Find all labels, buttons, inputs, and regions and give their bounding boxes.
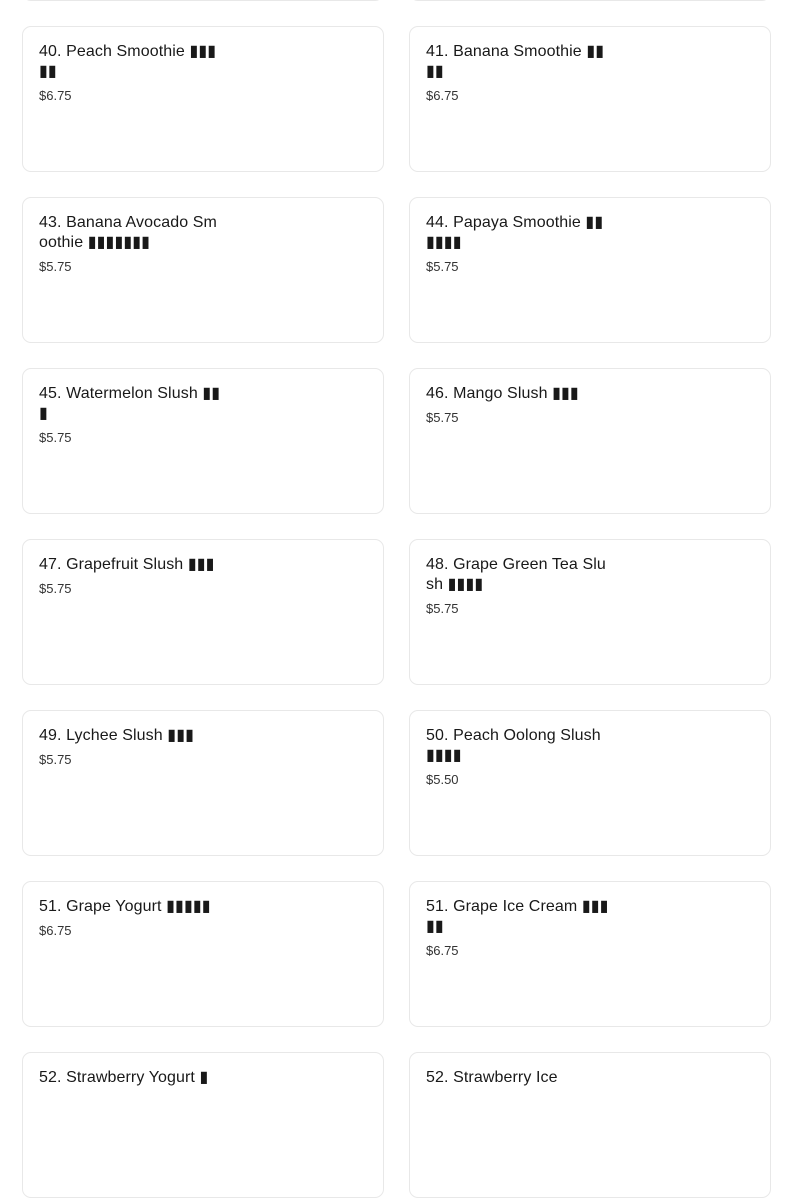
menu-item-price: $6.75 — [426, 88, 459, 103]
menu-item-price: $5.75 — [426, 259, 459, 274]
menu-item-price: $6.75 — [426, 943, 459, 958]
menu-item-price: $5.75 — [426, 410, 459, 425]
menu-item-card[interactable] — [22, 881, 384, 1027]
menu-item-card[interactable] — [409, 197, 771, 343]
menu-item-price: $5.75 — [39, 259, 72, 274]
menu-item-price: $6.75 — [39, 923, 72, 938]
menu-item-name: 52. Strawberry Ice — [426, 1069, 558, 1086]
menu-item-card[interactable] — [22, 197, 384, 343]
menu-item-card[interactable] — [409, 26, 771, 172]
menu-item-name: 52. Strawberry Yogurt ▮ — [39, 1069, 209, 1086]
menu-item-card[interactable] — [22, 710, 384, 856]
menu-item-card[interactable] — [22, 539, 384, 685]
menu-item-price: $5.75 — [39, 430, 72, 445]
menu-item-card[interactable] — [409, 710, 771, 856]
menu-item-card[interactable] — [22, 368, 384, 514]
menu-item-card[interactable] — [409, 0, 771, 1]
menu-item-card[interactable] — [22, 1052, 384, 1198]
menu-item-card[interactable] — [409, 368, 771, 514]
menu-item-name: 48. Grape Green Tea Slush ▮▮▮▮ — [426, 556, 606, 593]
menu-item-name: 50. Peach Oolong Slush ▮▮▮▮ — [426, 727, 601, 764]
menu-item-price: $5.75 — [39, 752, 72, 767]
menu-item-card[interactable] — [409, 881, 771, 1027]
menu-item-name: 43. Banana Avocado Smoothie ▮▮▮▮▮▮▮ — [39, 214, 217, 251]
menu-item-name: 46. Mango Slush ▮▮▮ — [426, 385, 579, 402]
menu-item-card[interactable] — [22, 26, 384, 172]
menu-item-price: $5.75 — [39, 581, 72, 596]
menu-item-name: 47. Grapefruit Slush ▮▮▮ — [39, 556, 215, 573]
menu-item-name: 51. Grape Ice Cream ▮▮▮▮▮ — [426, 898, 609, 935]
menu-item-name: 49. Lychee Slush ▮▮▮ — [39, 727, 195, 744]
menu-item-card[interactable] — [409, 539, 771, 685]
menu-item-card[interactable] — [409, 1052, 771, 1198]
menu-items-grid — [22, 0, 771, 1198]
menu-item-name: 41. Banana Smoothie ▮▮▮▮ — [426, 43, 605, 80]
menu-item-card[interactable] — [22, 0, 384, 1]
menu-item-price: $5.75 — [426, 601, 459, 616]
menu-item-name: 44. Papaya Smoothie ▮▮▮▮▮▮ — [426, 214, 604, 251]
menu-item-name: 45. Watermelon Slush ▮▮▮ — [39, 385, 221, 422]
menu-item-name: 51. Grape Yogurt ▮▮▮▮▮ — [39, 898, 211, 915]
menu-item-price: $5.50 — [426, 772, 459, 787]
menu-item-price: $6.75 — [39, 88, 72, 103]
menu-item-name: 40. Peach Smoothie ▮▮▮▮▮ — [39, 43, 217, 80]
